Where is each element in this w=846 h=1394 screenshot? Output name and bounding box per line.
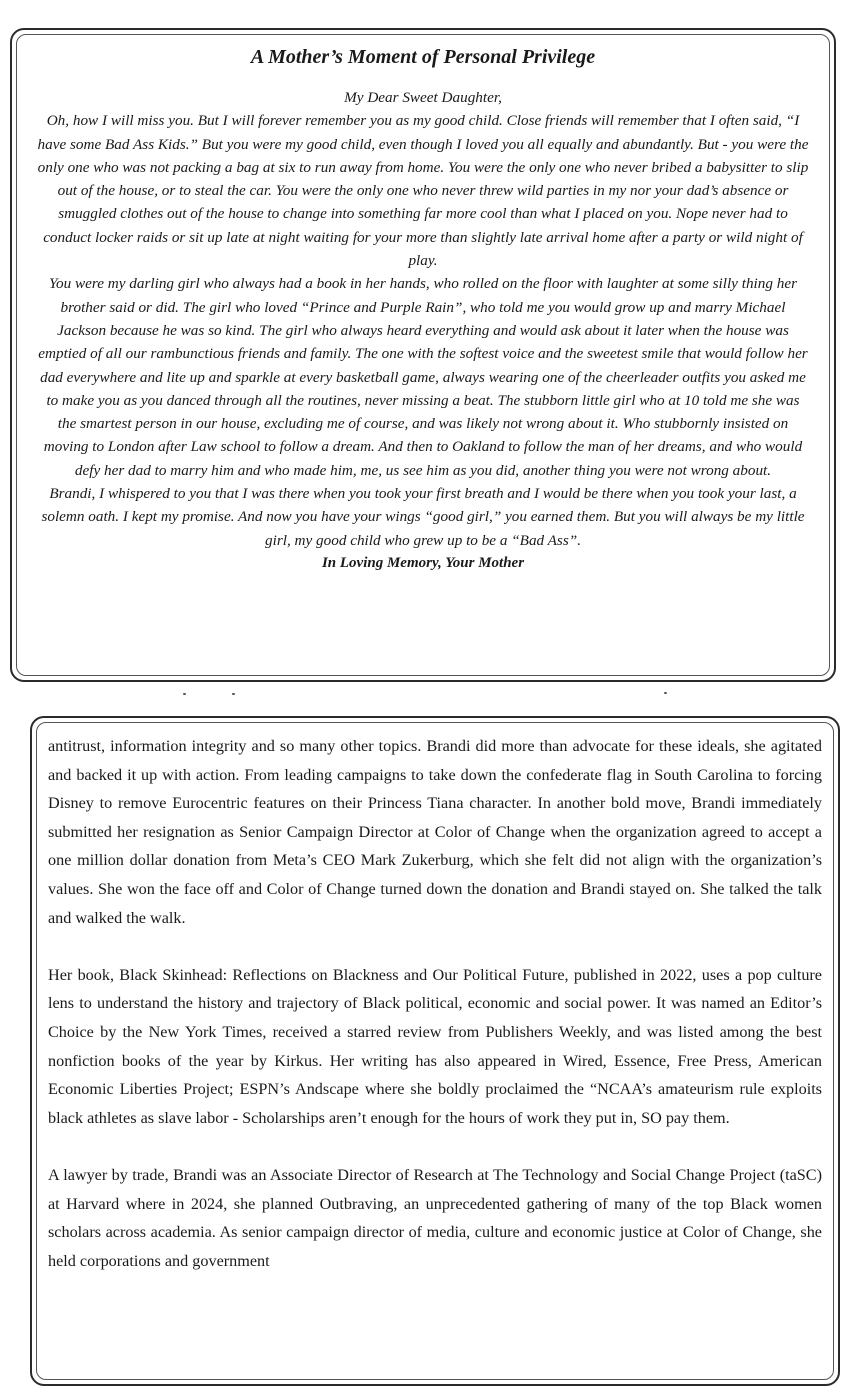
memorial-poem xyxy=(36,44,810,575)
biography-text xyxy=(48,732,822,1275)
poem-paragraph: Brandi, I whispered to you that I was there when you took your first breath and I would be there when you took your last, a solemn oath. I kept my promise. And now you have your wings “good girl,” you earned them. But you will always be my little girl, my good child who grew up to be a “Bad Ass”. xyxy=(41,485,805,549)
bio-paragraph: Her book, Black Skinhead: Reflections on Blackness and Our Political Future, published in 2022, uses a pop culture lens to understand the history and trajectory of Black political, economic and social power. It was named an Editor’s Choice by the New York Times, received a starred review from Publishers Weekly, and was listed among the best nonfiction books of the year by Kirkus. Her writing has also appeared in Wired, Essence, Free Press, American Economic Liberties Project; ESPN’s Andscape where she boldly proclaimed the “NCAA’s amateurism rule exploits black athletes as slave labor - Scholarships aren’t enough for the hours of work they put in, SO pay them. xyxy=(48,965,822,1127)
poem-paragraph: You were my darling girl who always had a book in her hands, who rolled on the floor with laughter at some silly thing her brother said or did. The girl who loved “Prince and Purple Rain”, who told me you would grow up and marry Michael Jackson because he was so kind. The girl who always heard everything and would ask about it later when the house was emptied of all our rambunctious friends and family. The one with the softest voice and the sweetest smile that would follow her dad everywhere and lite up and sparkle at every basketball game, always wearing one of the cheerleader outfits you asked me to make you as you danced through all the routines, never missing a beat. The stubborn little girl who at 10 told me she was the smartest person in our house, excluding me of course, and was likely not wrong about it. Who stubbornly insisted on moving to London after Law school to follow a dream. And then to Oakland to follow the man of her dreams, and who would defy her dad to marry him and who made him, me, us see him as you did, another thing you were not wrong about. xyxy=(38,275,808,479)
scan-speck xyxy=(664,692,667,694)
bio-paragraph: antitrust, information integrity and so many other topics. Brandi did more than advocate for these ideals, she agitated and backed it up with action. From leading campaigns to take down the confederate flag in South Carolina to forcing Disney to remove Eurocentric features on their Princess Tiana character. In another bold move, Brandi immediately submitted her resignation as Senior Campaign Director at Color of Change when the organization agreed to accept a one million dollar donation from Meta’s CEO Mark Zukerburg, which she felt did not align with the organization’s values. She won the face off and Color of Change turned down the donation and Brandi stayed on. She talked the talk and walked the walk. xyxy=(48,737,822,927)
memorial-poem-panel xyxy=(10,28,836,682)
scan-speck xyxy=(183,693,186,695)
poem-signature: In Loving Memory, Your Mother xyxy=(321,554,525,571)
poem-title: A Mother’s Moment of Personal Privilege xyxy=(250,46,596,68)
poem-paragraph: Oh, how I will miss you. But I will forever remember you as my good child. Close friends will remember that I often said, “I have some Bad Ass Kids.” But you were my good child, even though I loved you all equally and abundantly. But - you were the only one who was not packing a bag at six to run away from home. You were the only one who never bribed a babysitter to slip out of the house, or to steal the car. You were the only one who never threw wild parties in my nor your dad’s absence or smuggled clothes out of the house to change into something far more cool than what I placed on you. Nope never had to conduct locker raids or sit up late at night waiting for your more than slightly late arrival home after a party or wild night of play. xyxy=(37,112,809,270)
biography-panel xyxy=(30,716,840,1386)
bio-paragraph: A lawyer by trade, Brandi was an Associate Director of Research at The Technology and Social Change Project (taSC) at Harvard where in 2024, she planned Outbraving, an unprecedented gathering of many of the top Black women scholars across academia. As senior campaign director of media, culture and economic justice at Color of Change, she held corporations and government xyxy=(48,1165,822,1270)
poem-salutation: My Dear Sweet Daughter, xyxy=(344,89,502,106)
scan-speck xyxy=(232,693,235,695)
